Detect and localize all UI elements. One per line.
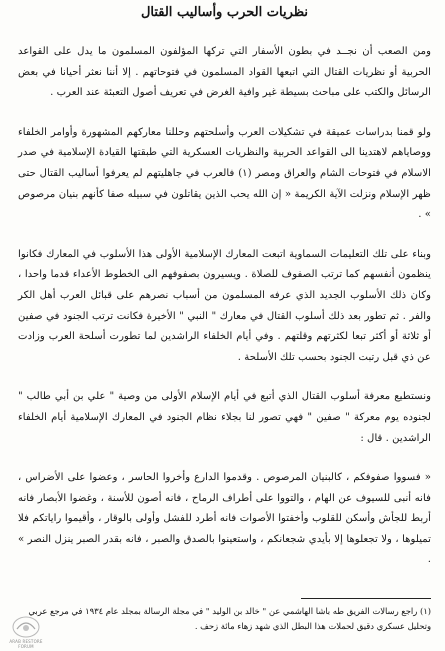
footnote-line: وتحليل عسكري دقيق لحملات هذا البطل الذي شهد زهاء مائة زحف . — [194, 621, 431, 631]
paragraph: ومن الصعب أن نجــد في بطون الأسفار التي تركها المؤلفون المسلمون ما يدل على القواعد الحربية أو نظريات القتال التي اتبعها القواد المسلمون في فتوحاتهم . إلا أننا نعثر أحيانا في بعض الرسائل والكتب على مباحث بسيطة غير وافية الغرض في تعريف أصول التعبئة عند العرب . — [18, 46, 431, 99]
footnote-line: (١) راجع رسالات الفريق طه باشا الهاشمي عن " خالد بن الوليد " في مجلة الرسالة بمجلد عام ١٩٣٤ في مرجع عربي — [28, 606, 431, 616]
watermark-label: ARAB RESTORE FORUM — [9, 639, 43, 649]
footnotes — [18, 598, 431, 634]
quotation-paragraph: « فسووا صفوفكم ، كالبنيان المرصوص . وقدموا الدارع وأخروا الحاسر ، وعضوا على الأضراس ، فانه أنبى للسيوف عن الهام ، والتووا على أطراف الرماح ، فانه أصون للأسنة ، وغضوا الأبصار فانه أربط للجأش وأسكن للقلوب وأخفتوا الأصوات فانه أطرد للفشل وأولى بالوقار ، وأقيموا راياتكم فلا تميلوها ، ولا تجعلوها إلا بأيدي شجعانكم ، واستعينوا بالصدق والصبر ، فانه بقدر الصبر ينزل النصر » . — [18, 472, 431, 566]
paragraph: ونستطيع معرفة أسلوب القتال الذي أتبع في أيام الإسلام الأولى من وصية " علي بن أبي طالب " لجنوده يوم معركة " صفين " فهي تصور لنا بجلاء نظام الجنود في المعارك الإسلامية أيام الخلفاء الراشدين . قال : — [18, 391, 431, 444]
page-title: نظريات الحرب وأساليب القتال — [140, 5, 309, 20]
paragraph: ولو قمنا بدراسات عميقة في تشكيلات العرب وأسلحتهم وحللنا معاركهم المشهورة وأوامر الخلفاء ووصاياهم لاهتدينا الى القواعد الحربية والنظريات العسكرية التي طبقتها القيادة الإسلامية في صدر الاسلام في فتوحات الشام والعراق ومصر (١) فالعرب في جاهليتهم لم يعرفوا أساليب القتال حتى ظهر الإسلام ونزلت الآية الكريمة « إن الله يحب الذين يقاتلون في سبيله صفا كأنهم بنيان مرصوص » . — [18, 126, 431, 221]
watermark-logo — [2, 615, 50, 649]
watermark-emblem-icon — [11, 615, 41, 639]
footnote-divider — [301, 598, 431, 599]
paragraph: وبناء على تلك التعليمات السماوية اتبعت المعارك الإسلامية الأولى هذا الأسلوب في المعارك فكانوا ينظمون أنفسهم كما ترتب الصفوف للصلاة . ويسيرون بصفوفهم الى الخطوط الأعداء قدما واحدا ، وكان ذلك الأسلوب الجديد الذي عرفه المسلمون من أسباب نصرهم على قبائل العرب أهل الكر والفر . ثم تطور بعد ذلك أسلوب القتال في معارك " النبي " الأخيرة فكانت ترتب الجنود في صفين أو ثلاثة أو أكثر تبعا لكثرتهم وقلتهم . وفي أيام الخلفاء الراشدين لما تطورت أسلحة العرب وزادت عن ذي قبل رتبت الجنود بحسب تلك الأسلحة . — [18, 248, 431, 363]
